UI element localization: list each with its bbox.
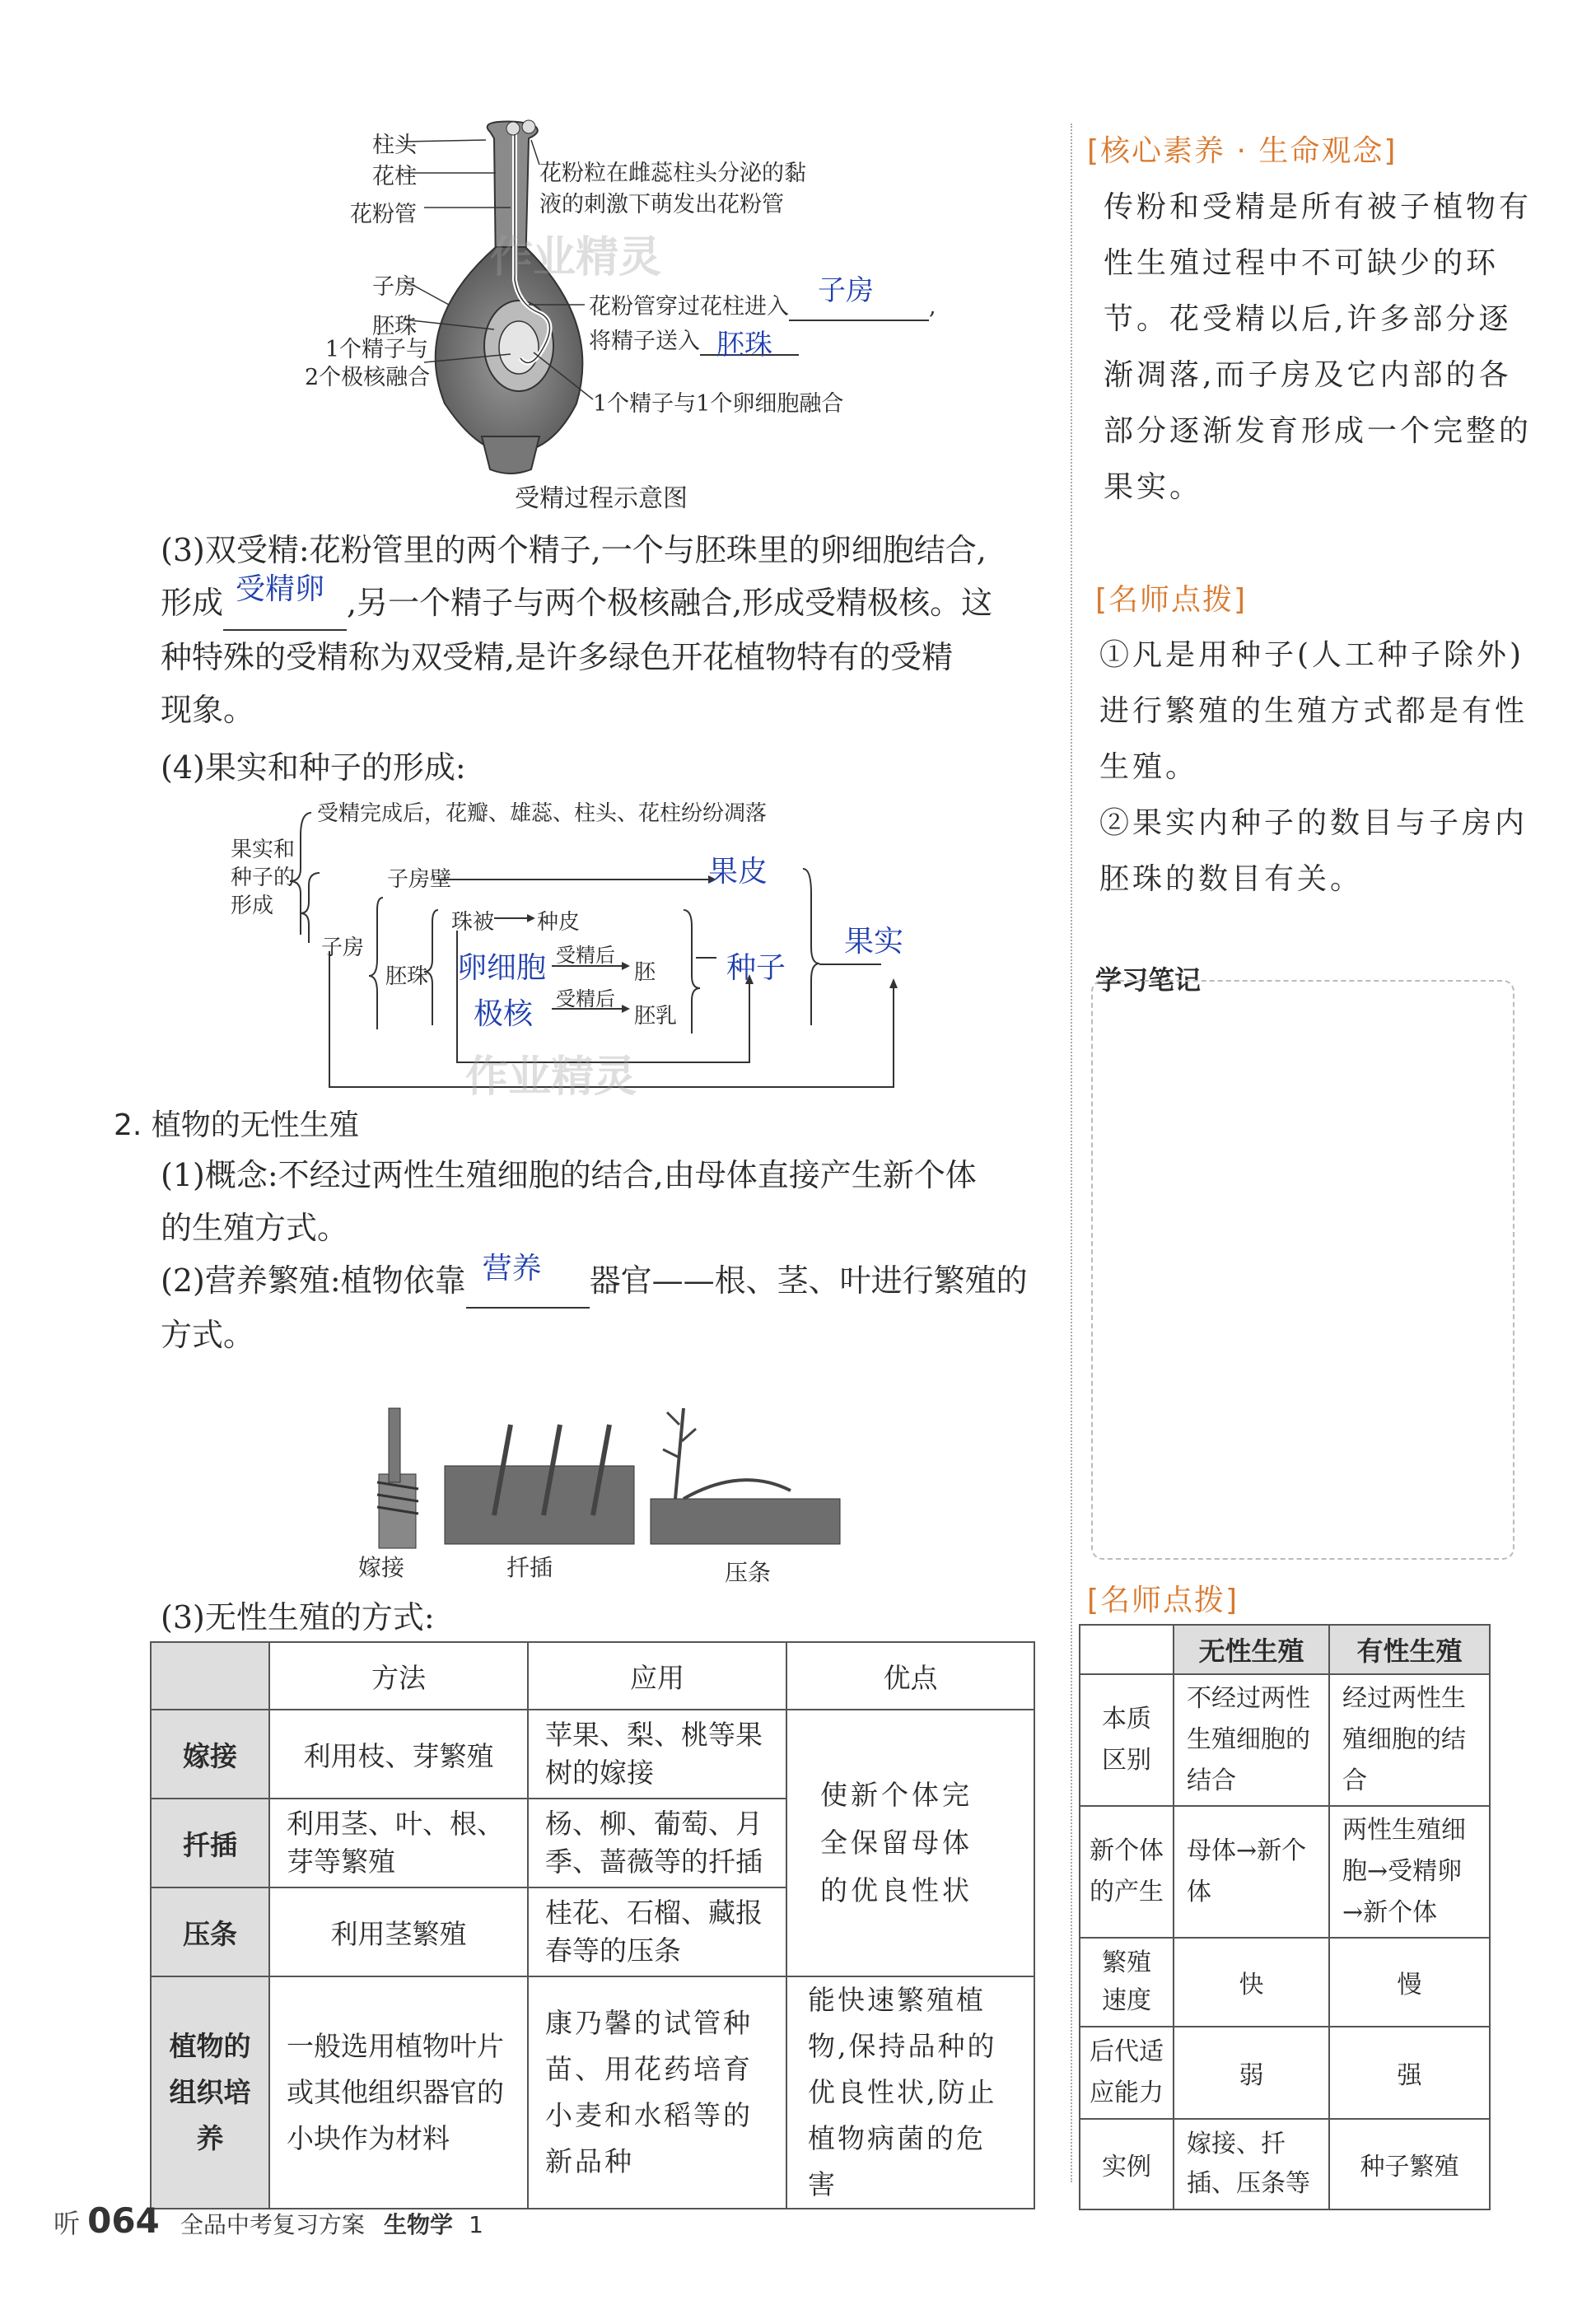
- fertilization-diagram: [305, 107, 936, 527]
- ff-answer-polar: 极核: [474, 997, 534, 1031]
- sec4-title: (4)果实和种子的形成:: [161, 749, 466, 786]
- row-use-tissue-culture: 康乃馨的试管种苗、用花药培育小麦和水稻等的新品种: [528, 1976, 786, 2209]
- ff-ovary-wall: 子房壁: [387, 867, 452, 892]
- core-literacy-text: 传粉和受精是所有被子植物有性生殖过程中不可缺少的环节。花受精以后,许多部分逐渐凋落,而子房及它内部的各部分逐渐发育形成一个完整的果实。: [1104, 190, 1533, 504]
- t2-label-new: 新个体的产生: [1080, 1806, 1174, 1938]
- methods-title: (3)无性生殖的方式:: [161, 1599, 435, 1635]
- ff-after1: 受精后: [556, 944, 615, 967]
- page-number: 064: [87, 2200, 160, 2241]
- note-sperm-sent: [589, 323, 799, 362]
- row-method-grafting: 利用枝、芽繁殖: [269, 1710, 528, 1799]
- img-label-grafting: 嫁接: [358, 1554, 405, 1581]
- img-label-cutting: 扦插: [506, 1554, 553, 1581]
- sec3-line2: [161, 572, 1066, 631]
- t2-label-speed: 繁殖速度: [1080, 1938, 1174, 2027]
- table-row: [1080, 1674, 1490, 1806]
- t2-asexual-example: 嫁接、扦插、压条等: [1174, 2119, 1329, 2209]
- asexual-heading: 2. 植物的无性生殖: [114, 1108, 359, 1142]
- t2-asexual-essence: 不经过两性生殖细胞的结合: [1174, 1674, 1329, 1806]
- table-row: [1080, 1806, 1490, 1938]
- t2-sexual-example: 种子繁殖: [1329, 2119, 1490, 2209]
- fruit-seed-diagram: [222, 801, 964, 1102]
- watermark-2: 作业精灵: [465, 1052, 637, 1102]
- row-method-tissue-culture: 一般选用植物叶片或其他组织器官的小块作为材料: [269, 1976, 528, 2209]
- footer: [54, 2200, 483, 2241]
- table-row: [151, 1976, 1034, 2209]
- label-pollen-tube: 花粉管: [350, 202, 417, 227]
- tip-title-2: [名师点拨]: [1087, 1584, 1239, 1617]
- img-label-layering: 压条: [725, 1559, 772, 1586]
- ff-endosperm: 胚乳: [634, 1004, 678, 1029]
- propagation-illustration: [346, 1392, 856, 1556]
- t2-sexual-new: 两性生殖细胞→受精卵→新个体: [1329, 1806, 1490, 1938]
- veg-line2: 方式。: [161, 1317, 255, 1353]
- ff-answer-seed: 种子: [726, 951, 786, 985]
- subject: 生物学: [383, 2211, 453, 2238]
- watermark: 作业精灵: [490, 233, 662, 282]
- asexual-vs-sexual-table: [1079, 1624, 1491, 2210]
- label-ovule: 胚珠: [372, 314, 417, 339]
- study-notes-title: 学习笔记: [1095, 964, 1202, 996]
- t2-sexual-essence: 经过两性生殖细胞的结合: [1329, 1674, 1490, 1806]
- row-name-layering: 压条: [151, 1887, 269, 1976]
- row-method-layering: 利用茎繁殖: [269, 1887, 528, 1976]
- t2-sexual-adapt: 强: [1329, 2027, 1490, 2119]
- sec3-line3: 种特殊的受精称为双受精,是许多绿色开花植物特有的受精: [161, 639, 954, 675]
- veg-line1a: (2)营养繁殖:植物依靠: [161, 1262, 466, 1299]
- ff-petals-fall: 受精完成后，花瓣、雄蕊、柱头、花柱纷纷凋落: [317, 801, 768, 826]
- double-fertilization-section: [161, 524, 1066, 736]
- table-row: [1080, 2119, 1490, 2209]
- volume: 1: [469, 2211, 483, 2238]
- row-use-layering: 桂花、石榴、藏报春等的压条: [528, 1887, 786, 1976]
- shared-advantage: 使新个体完全保留母体的优良性状: [786, 1710, 1034, 1976]
- ff-answer-egg: 卵细胞: [457, 951, 547, 985]
- veg-line1b: 器官——根、茎、叶进行繁殖的: [589, 1262, 1028, 1299]
- t2-asexual-speed: 快: [1174, 1938, 1329, 2027]
- table-row: [151, 1710, 1034, 1799]
- note-tube-enters: 花粉管穿过花柱进入 子房 ,: [589, 288, 936, 321]
- concept-line1: (1)概念:不经过两性生殖细胞的结合,由母体直接产生新个体: [161, 1157, 977, 1193]
- t2-sexual-speed: 慢: [1329, 1938, 1490, 2027]
- asexual-methods-table: [150, 1641, 1035, 2209]
- veg-line1: [161, 1254, 1066, 1309]
- note-pollen-germination: 花粉粒在雌蕊柱头分泌的黏 液的刺激下萌发出花粉管: [539, 161, 806, 217]
- listen-icon: 听: [54, 2208, 81, 2239]
- ff-answer-fruit: 果实: [844, 925, 904, 959]
- table-row: [1080, 2027, 1490, 2119]
- t2-label-example: 实例: [1080, 2119, 1174, 2209]
- table-row: [1080, 1938, 1490, 2027]
- answer-vegetative: 营养: [482, 1252, 542, 1285]
- answer-ovary: 子房: [818, 274, 874, 307]
- note-sperm-sent-text: 将精子送入: [589, 329, 700, 354]
- th-advantage: 优点: [786, 1642, 1034, 1710]
- table-header-row: [151, 1642, 1034, 1710]
- sec3-line1: (3)双受精:花粉管里的两个精子,一个与胚珠里的卵细胞结合,: [161, 532, 987, 568]
- label-stigma: 柱头: [372, 133, 417, 158]
- row-name-tissue-culture: 植物的组织培养: [151, 1976, 269, 2209]
- th-method: 方法: [269, 1642, 528, 1710]
- row-adv-tissue-culture: 能快速繁殖植物,保持品种的优良性状,防止植物病菌的危害: [786, 1976, 1034, 2209]
- ff-ovary: 子房: [321, 936, 365, 960]
- t2-label-adapt: 后代适应能力: [1080, 2027, 1174, 2119]
- ff-root-label: 果实和 种子的 形成: [231, 838, 296, 918]
- t2-th-asexual: 无性生殖: [1174, 1625, 1329, 1674]
- t2-asexual-adapt: 弱: [1174, 2027, 1329, 2119]
- table2-header-row: [1080, 1625, 1490, 1674]
- row-name-grafting: 嫁接: [151, 1710, 269, 1799]
- sec3-line2a: 形成: [161, 585, 224, 621]
- row-method-cutting: 利用茎、叶、根、芽等繁殖: [269, 1799, 528, 1887]
- ff-seed-coat: 种皮: [537, 910, 581, 935]
- t2-label-essence: 本质区别: [1080, 1674, 1174, 1806]
- concept-line2: 的生殖方式。: [161, 1210, 349, 1246]
- label-sperm-polar: 1个精子与 2个极核融合: [305, 337, 431, 390]
- diagram-caption: 受精过程示意图: [515, 484, 688, 513]
- sec3-line2b: ,另一个精子与两个极核融合,形成受精极核。这: [347, 585, 993, 621]
- ff-answer-pericarp: 果皮: [708, 855, 768, 889]
- t2-th-sexual: 有性生殖: [1329, 1625, 1490, 1674]
- propagation-images: [346, 1392, 856, 1589]
- answer-zygote: 受精卵: [236, 572, 325, 606]
- note-egg-fusion: 1个精子与1个卵细胞融合: [593, 391, 844, 417]
- row-use-cutting: 杨、柳、葡萄、月季、蔷薇等的扦插: [528, 1799, 786, 1887]
- row-name-cutting: 扦插: [151, 1799, 269, 1887]
- t2-asexual-new: 母体→新个体: [1174, 1806, 1329, 1938]
- th-use: 应用: [528, 1642, 786, 1710]
- sec3-line4: 现象。: [161, 692, 255, 728]
- row-use-grafting: 苹果、梨、桃等果树的嫁接: [528, 1710, 786, 1799]
- label-ovary: 子房: [372, 274, 417, 300]
- asexual-concept: [161, 1149, 1066, 1361]
- book-title: 全品中考复习方案: [180, 2211, 365, 2238]
- ff-after2: 受精后: [556, 987, 615, 1010]
- ff-ovule: 胚珠: [385, 964, 429, 989]
- ff-embryo: 胚: [634, 960, 656, 985]
- label-style: 花柱: [372, 164, 417, 189]
- tip-2: ②果实内种子的数目与子房内胚珠的数目有关。: [1099, 806, 1528, 896]
- study-notes-box[interactable]: [1091, 980, 1514, 1560]
- ff-integument: 珠被: [451, 910, 495, 935]
- note-tube-enters-text: 花粉管穿过花柱进入: [589, 294, 789, 320]
- column-divider: [1071, 124, 1072, 2182]
- tip-title: [名师点拨]: [1095, 583, 1248, 617]
- answer-ovule: 胚珠: [716, 329, 772, 362]
- th-blank: [151, 1642, 269, 1710]
- core-literacy-title: [核心素养 · 生命观念]: [1087, 134, 1398, 168]
- t2-th-blank: [1080, 1625, 1174, 1674]
- tip-1: ①凡是用种子(人工种子除外)进行繁殖的生殖方式都是有性生殖。: [1099, 638, 1528, 784]
